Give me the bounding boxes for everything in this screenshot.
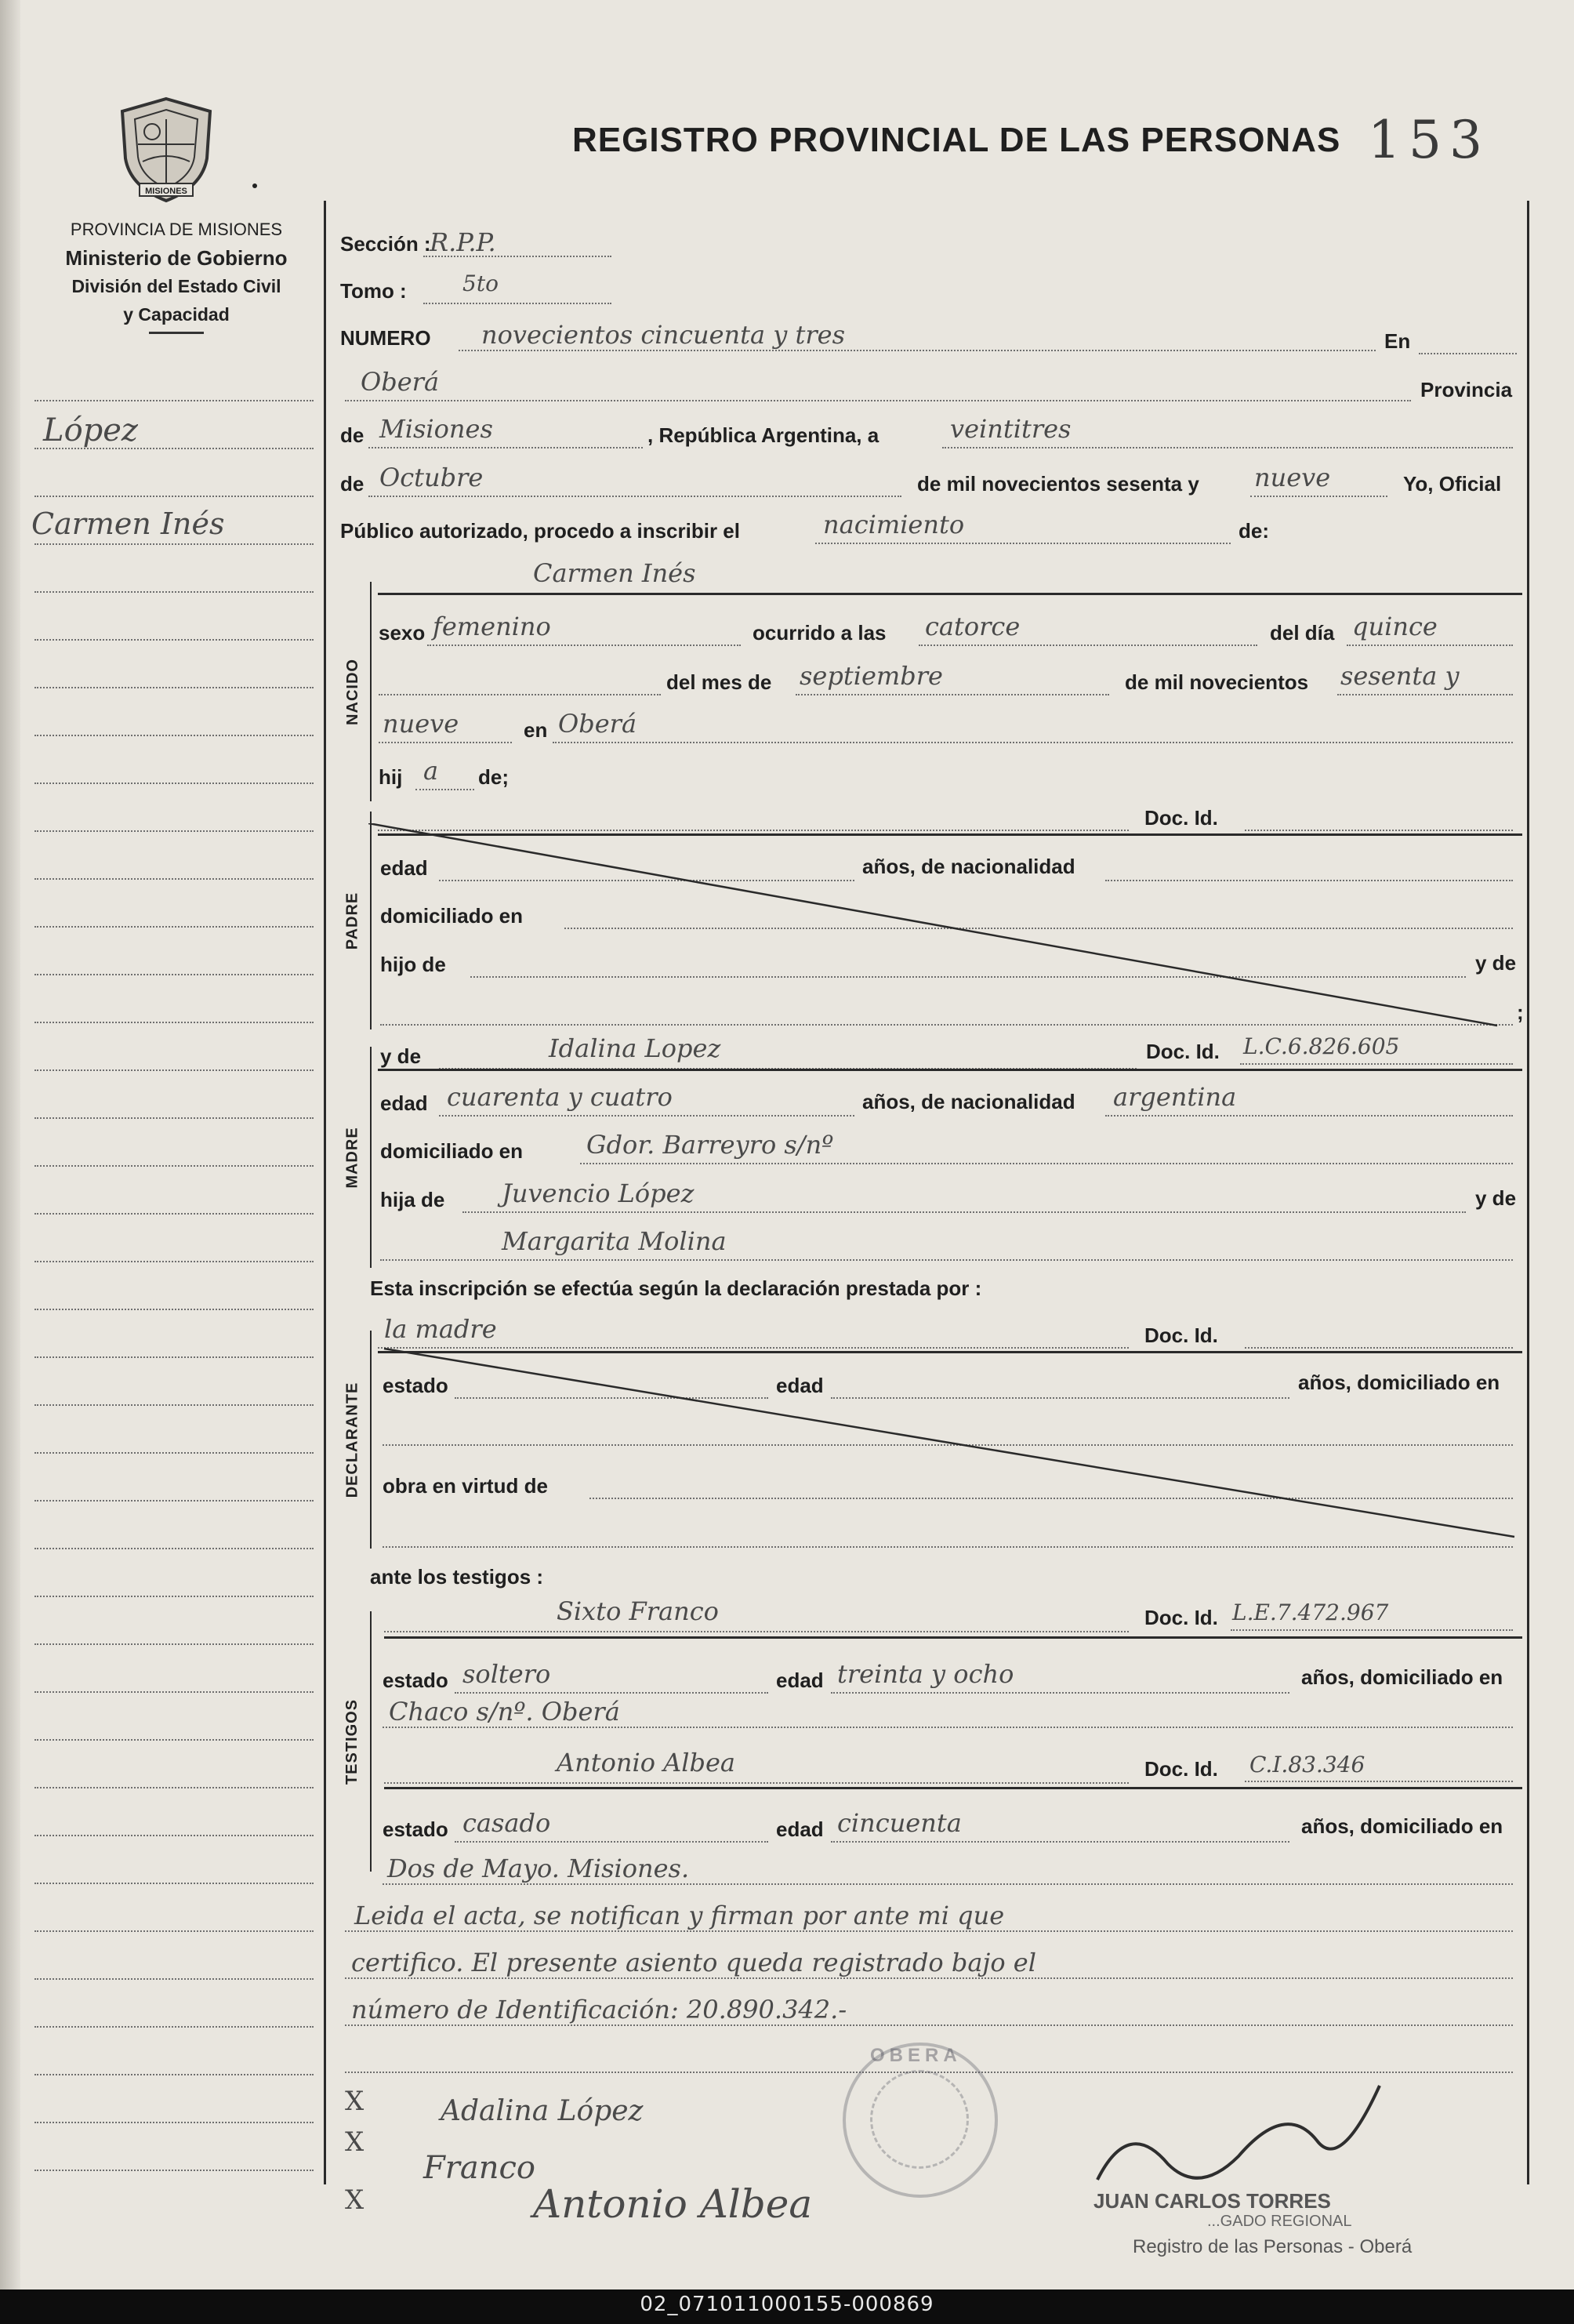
- value-testigo2-domicilio: Dos de Mayo. Misiones.: [387, 1854, 690, 1883]
- declarante-cancel-stroke: [368, 1341, 1529, 1545]
- seal-text: OBERA: [870, 2045, 962, 2066]
- label-domiciliado-testigo2: años, domiciliado en: [1301, 1814, 1503, 1838]
- line-dia-nacimiento: [1347, 645, 1513, 646]
- label-domiciliado-testigo1: años, domiciliado en: [1301, 1665, 1503, 1689]
- line-hij: [415, 789, 474, 790]
- left-frame-line: [324, 201, 326, 2184]
- margin-rule: [34, 639, 314, 641]
- line-domicilio-madre: [580, 1163, 1513, 1164]
- label-edad-padre: edad: [380, 856, 428, 880]
- margin-rule: [34, 687, 314, 688]
- label-edad-madre: edad: [380, 1091, 428, 1115]
- line-testigo1-nombre: [384, 1631, 1129, 1632]
- value-testigo2-nombre: Antonio Albea: [557, 1748, 735, 1777]
- margin-rule: [34, 1883, 314, 1884]
- label-edad-declarante: edad: [776, 1374, 824, 1397]
- label-republica: , República Argentina, a: [647, 423, 879, 447]
- margin-rule: [34, 926, 314, 928]
- label-seccion: Sección :: [340, 232, 431, 256]
- margin-rule: [34, 1930, 314, 1932]
- value-anio-nacimiento-b: nueve: [383, 709, 459, 739]
- right-frame-line: [1527, 201, 1529, 2184]
- label-nacionalidad-padre: años, de nacionalidad: [862, 855, 1075, 878]
- line-testigo2-nombre: [384, 1782, 1129, 1784]
- line-lugar: [345, 400, 1411, 401]
- margin-rule: [34, 1596, 314, 1597]
- capacity-name: y Capacidad: [123, 304, 230, 325]
- value-declarante: la madre: [384, 1314, 497, 1344]
- issuing-office: [24, 216, 329, 334]
- provincial-crest-icon: [116, 96, 216, 204]
- margin-rule: [34, 496, 314, 497]
- label-de-colon: de:: [1239, 519, 1269, 543]
- official-name: JUAN CARLOS TORRES: [1093, 2189, 1331, 2213]
- label-en: En: [1384, 329, 1411, 353]
- label-sexo: sexo: [379, 621, 426, 645]
- margin-rule: [34, 783, 314, 784]
- value-acto: nacimiento: [823, 510, 965, 539]
- line-doc-madre: [1240, 1063, 1513, 1065]
- margin-rule: [34, 1978, 314, 1980]
- label-del-mes: del mes de: [666, 670, 772, 694]
- margin-rule: [34, 735, 314, 736]
- line-obra-2: [383, 1546, 1513, 1548]
- label-tomo: Tomo :: [340, 279, 407, 303]
- margin-rule: [34, 591, 314, 593]
- label-del-dia: del día: [1270, 621, 1335, 645]
- line-abuela-materna: [380, 1259, 1513, 1261]
- value-testigo1-estado: soltero: [462, 1659, 551, 1689]
- value-numero: novecientos cincuenta y tres: [481, 320, 846, 350]
- line-dia-inscripcion: [942, 447, 1513, 448]
- margin-rule: [34, 2026, 314, 2028]
- margin-rule: [34, 1548, 314, 1549]
- value-madre-madre: Margarita Molina: [502, 1226, 727, 1256]
- margin-rule: [34, 1691, 314, 1693]
- margin-rule: [34, 1117, 314, 1119]
- label-domiciliada-madre: domiciliado en: [380, 1139, 524, 1163]
- seal-inner-ring: [870, 2070, 969, 2169]
- margin-rule: [34, 1261, 314, 1262]
- header-divider: [149, 332, 204, 334]
- label-declaracion: Esta inscripción se efectúa según la declaración prestada por :: [370, 1276, 982, 1300]
- label-hij: hij: [379, 765, 403, 789]
- line-anio: [1250, 496, 1387, 497]
- label-domiciliado-padre: domiciliado en: [380, 904, 524, 928]
- value-nombre: Carmen Inés: [533, 558, 696, 588]
- line-mes-inscripcion: [368, 496, 901, 497]
- value-lugar: Oberá: [361, 367, 440, 397]
- margin-rule: [34, 1069, 314, 1071]
- line-edad-madre: [439, 1115, 854, 1117]
- folio-number: 153: [1368, 110, 1490, 170]
- line-en: [1419, 353, 1517, 354]
- label-publico: Público autorizado, procedo a inscribir el: [340, 519, 740, 543]
- margin-rule: [34, 543, 314, 545]
- line-nombre: [378, 593, 1522, 595]
- margin-rule: [34, 2074, 314, 2075]
- label-domiciliado-declarante: años, domiciliado en: [1298, 1371, 1500, 1394]
- line-doc-testigo2: [1245, 1781, 1513, 1782]
- section-madre: MADRE: [343, 1126, 361, 1189]
- margin-rule: [34, 1309, 314, 1310]
- section-testigos: TESTIGOS: [343, 1698, 361, 1785]
- label-mil-sesenta: de mil novecientos sesenta y: [917, 472, 1199, 496]
- label-obra: obra en virtud de: [383, 1474, 548, 1498]
- margin-rule: [34, 1835, 314, 1836]
- value-anio-nacimiento-a: sesenta y: [1340, 661, 1460, 691]
- label-estado-testigo1: estado: [383, 1669, 448, 1692]
- margin-rule: [34, 400, 314, 401]
- label-nacionalidad-madre: años, de nacionalidad: [862, 1090, 1075, 1113]
- province-name: PROVINCIA DE MISIONES: [70, 220, 283, 239]
- line-hora: [919, 645, 1257, 646]
- margin-rule: [34, 1404, 314, 1406]
- margin-rule: [34, 1787, 314, 1788]
- mark-x-3: X: [345, 2184, 364, 2216]
- label-numero: NUMERO: [340, 326, 431, 350]
- line-numero: [459, 350, 1376, 351]
- value-testigo2-estado: casado: [462, 1808, 551, 1838]
- line-domicilio-testigo1: [383, 1727, 1513, 1728]
- margin-rule: [34, 1643, 314, 1645]
- value-testigo1-domicilio: Chaco s/nº. Oberá: [389, 1697, 620, 1727]
- madre-separator: [378, 1069, 1522, 1071]
- official-signature-stroke: [1082, 2070, 1411, 2203]
- value-cierre-3: número de Identificación: 20.890.342.-: [351, 1995, 847, 2024]
- value-dia-nacimiento: quince: [1352, 612, 1438, 641]
- line-acto: [815, 543, 1231, 544]
- label-y-de-padre: y de: [1475, 951, 1517, 975]
- crest-label: MISIONES: [145, 187, 187, 196]
- margin-rule: [34, 1165, 314, 1167]
- margin-rule: [34, 1500, 314, 1502]
- line-mes-nacimiento: [796, 694, 1109, 695]
- label-testigos: ante los testigos :: [370, 1565, 544, 1589]
- label-doc-id-padre: Doc. Id.: [1144, 806, 1218, 830]
- section-declarante: DECLARANTE: [343, 1382, 361, 1498]
- label-edad-testigo2: edad: [776, 1817, 824, 1841]
- signature-witness-1: Franco: [423, 2150, 535, 2186]
- value-madre-nacionalidad: argentina: [1113, 1082, 1237, 1112]
- madre-bracket: [370, 1047, 372, 1268]
- value-madre-domicilio: Gdor. Barreyro s/nº: [586, 1130, 834, 1160]
- line-lugar-nacimiento: [553, 742, 1513, 743]
- label-yo-oficial: Yo, Oficial: [1403, 472, 1502, 496]
- line-cierre-1: [345, 1930, 1513, 1932]
- margin-rule: [34, 1213, 314, 1215]
- label-semicolon: ;: [1517, 1000, 1524, 1024]
- value-testigo1-edad: treinta y ocho: [837, 1659, 1014, 1689]
- signature-mother: Adalina López: [441, 2095, 644, 2127]
- label-doc-id-declarante: Doc. Id.: [1144, 1324, 1218, 1347]
- value-hij-suffix: a: [423, 756, 439, 786]
- value-dia-inscripcion: veintitres: [950, 414, 1072, 444]
- line-anio-nacimiento-a: [1337, 694, 1513, 695]
- label-mil-novecientos: de mil novecientos: [1125, 670, 1309, 694]
- margin-surname: López: [43, 412, 138, 448]
- line-estado-testigo2: [455, 1841, 768, 1843]
- line-domicilio-testigo2: [383, 1883, 1513, 1885]
- label-doc-id-testigo1: Doc. Id.: [1144, 1606, 1218, 1629]
- register-title: REGISTRO PROVINCIAL DE LAS PERSONAS: [572, 121, 1341, 159]
- label-de-provincia: de: [340, 423, 364, 447]
- official-role: ...GADO REGIONAL: [1207, 2213, 1352, 2230]
- label-de-mes: de: [340, 472, 364, 496]
- division-name: División del Estado Civil: [71, 276, 281, 296]
- value-sexo: femenino: [433, 612, 551, 641]
- margin-given-names: Carmen Inés: [31, 507, 225, 541]
- section-nacido: NACIDO: [343, 658, 361, 725]
- value-cierre-2: certifico. El presente asiento queda registrado bajo el: [351, 1948, 1036, 1977]
- line-cierre-3: [345, 2024, 1513, 2026]
- line-hija-de: [462, 1211, 1466, 1213]
- label-estado-testigo2: estado: [383, 1817, 448, 1841]
- testigo2-separator: [384, 1787, 1522, 1789]
- value-tomo: 5to: [462, 271, 499, 296]
- margin-rule: [34, 878, 314, 880]
- value-cierre-1: Leida el acta, se notifican y firman por ante mi que: [354, 1901, 1005, 1930]
- line-anio-nacimiento-b: [379, 742, 512, 743]
- line-estado-testigo1: [455, 1692, 768, 1694]
- margin-rule: [34, 1356, 314, 1358]
- image-reference-code: 02_071011000155-000869: [640, 2293, 934, 2316]
- mark-x-1: X: [345, 2086, 364, 2117]
- ministry-name: Ministerio de Gobierno: [65, 246, 288, 270]
- value-testigo1-nombre: Sixto Franco: [557, 1596, 719, 1626]
- margin-rule: [34, 830, 314, 832]
- value-mes-nacimiento: septiembre: [800, 661, 943, 691]
- testigo1-separator: [384, 1636, 1522, 1639]
- line-doc-testigo1: [1231, 1629, 1513, 1631]
- line-sexo: [427, 645, 741, 646]
- label-edad-testigo1: edad: [776, 1669, 824, 1692]
- label-doc-id-madre: Doc. Id.: [1146, 1040, 1220, 1063]
- margin-rule: [34, 1739, 314, 1741]
- testigos-bracket: [370, 1611, 372, 1872]
- label-hijo-de: hijo de: [380, 953, 446, 976]
- value-anio: nueve: [1254, 463, 1331, 492]
- line-cierre-2: [345, 1977, 1513, 1979]
- signature-witness-2: Antonio Albea: [533, 2181, 813, 2227]
- mark-x-2: X: [345, 2126, 364, 2158]
- label-en-nacimiento: en: [524, 718, 548, 742]
- margin-rule: [34, 1022, 314, 1023]
- label-de-semicolon: de;: [478, 765, 509, 789]
- value-mes-inscripcion: Octubre: [379, 463, 484, 492]
- dot-mark: [252, 183, 257, 188]
- line-blank-nacido: [379, 694, 661, 695]
- line-edad-testigo2: [831, 1841, 1289, 1843]
- margin-rule: [34, 1452, 314, 1454]
- label-hija-de: hija de: [380, 1188, 445, 1211]
- margin-rule: [34, 2122, 314, 2123]
- value-madre-edad: cuarenta y cuatro: [447, 1082, 673, 1112]
- section-padre: PADRE: [343, 891, 361, 950]
- label-y-de-madre: y de: [380, 1044, 422, 1068]
- label-estado-declarante: estado: [383, 1374, 448, 1397]
- value-provincia: Misiones: [379, 414, 493, 444]
- label-y-de-madre-2: y de: [1475, 1186, 1517, 1210]
- line-provincia: [368, 447, 643, 448]
- label-provincia: Provincia: [1420, 378, 1513, 401]
- value-lugar-nacimiento: Oberá: [558, 709, 637, 739]
- line-edad-testigo1: [831, 1692, 1289, 1694]
- value-hora: catorce: [925, 612, 1021, 641]
- value-testigo2-doc: C.I.83.346: [1249, 1752, 1365, 1777]
- value-testigo2-edad: cincuenta: [837, 1808, 962, 1838]
- line-nacionalidad-madre: [1105, 1115, 1513, 1117]
- label-doc-id-testigo2: Doc. Id.: [1144, 1757, 1218, 1781]
- official-office: Registro de las Personas - Oberá: [1133, 2236, 1413, 2257]
- value-seccion: R.P.P.: [430, 227, 496, 257]
- value-testigo1-doc: L.E.7.472.967: [1232, 1600, 1389, 1625]
- label-ocurrido: ocurrido a las: [753, 621, 887, 645]
- padre-cancel-stroke: [368, 823, 1529, 1027]
- margin-rule: [34, 2170, 314, 2171]
- line-tomo: [423, 303, 611, 304]
- nacido-bracket: [370, 582, 372, 801]
- margin-rule: [34, 974, 314, 975]
- value-madre-padre: Juvencio López: [502, 1178, 695, 1208]
- value-madre-doc: L.C.6.826.605: [1243, 1033, 1400, 1059]
- value-madre-nombre: Idalina Lopez: [549, 1033, 721, 1063]
